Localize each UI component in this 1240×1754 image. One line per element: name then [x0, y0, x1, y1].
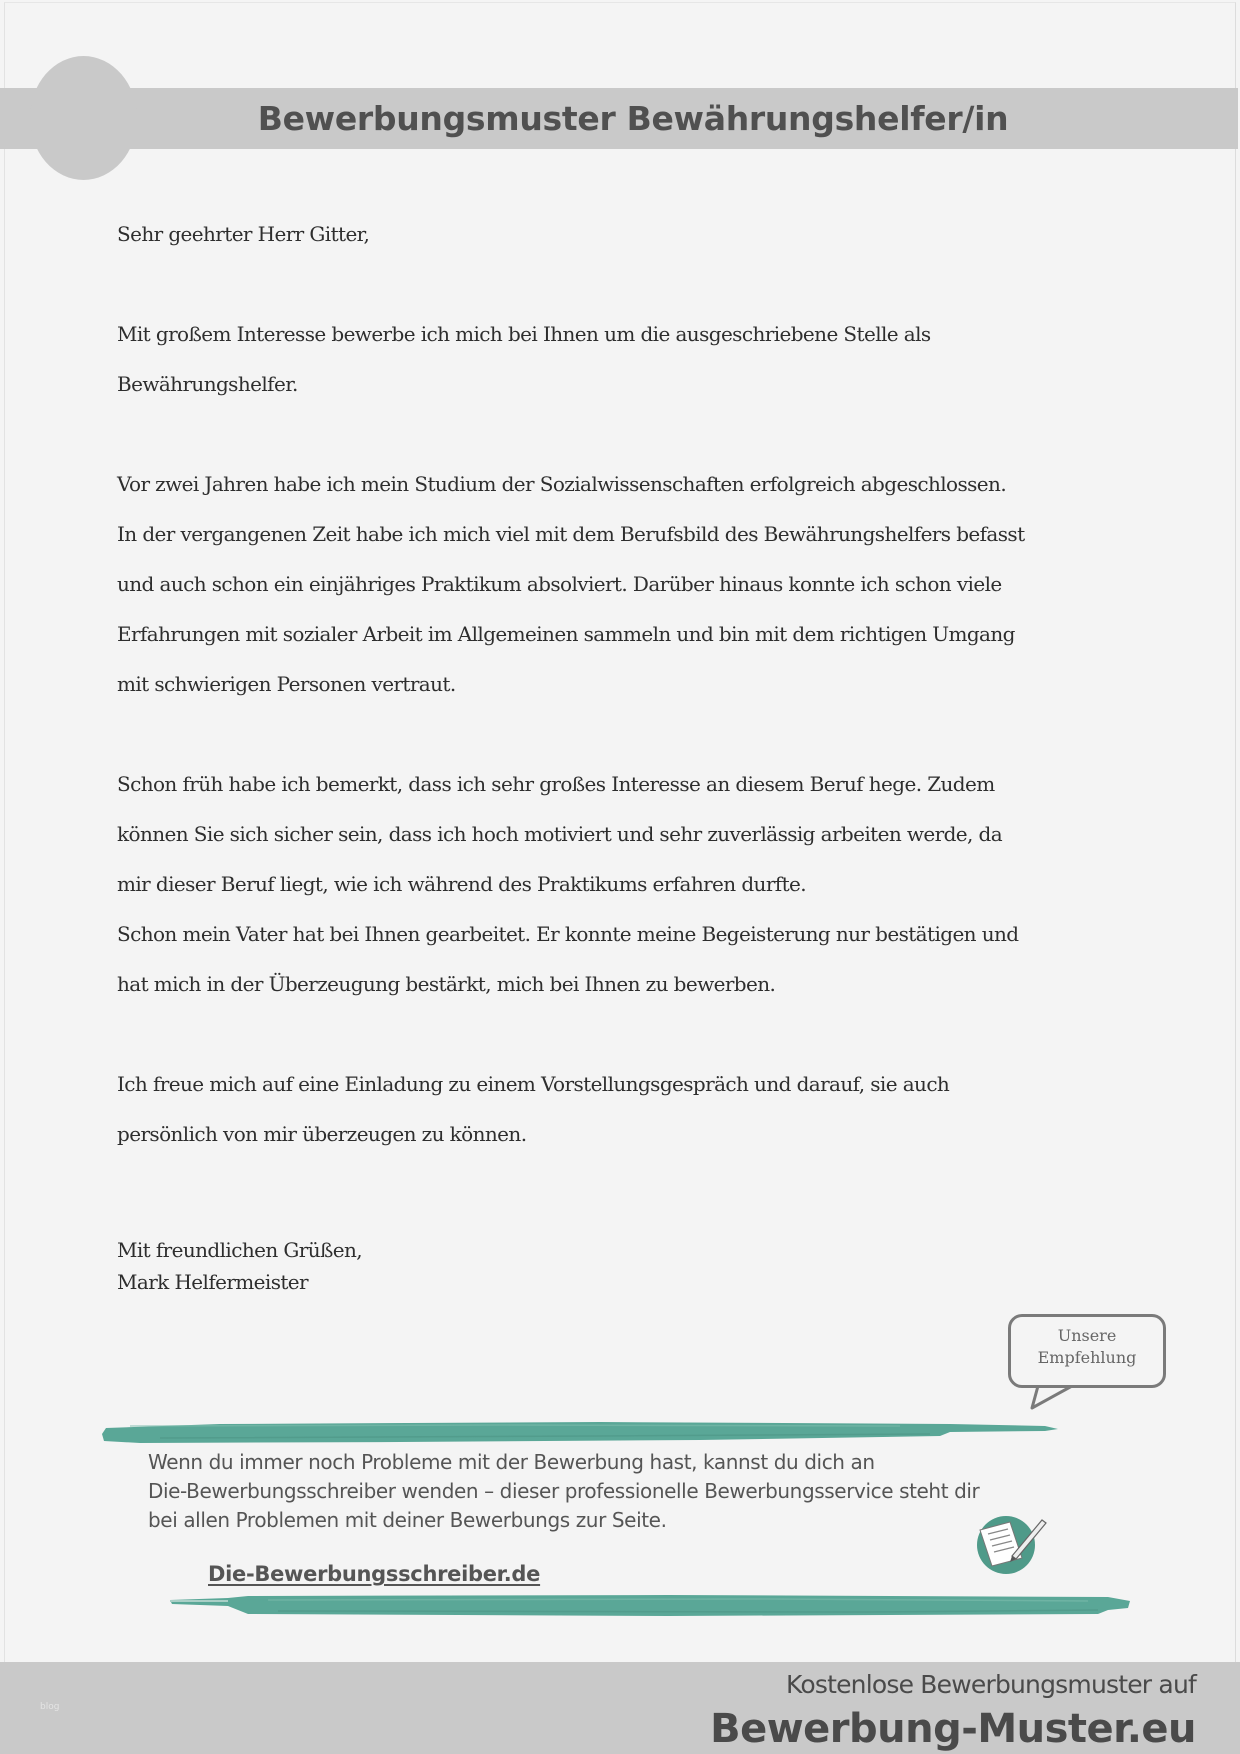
paragraph-line: können Sie sich sicher sein, dass ich hoch motiviert und sehr zuverlässig arbeiten werde, da [117, 822, 1003, 846]
salutation: Sehr geehrter Herr Gitter, [117, 222, 370, 246]
paragraph-line: Bewährungshelfer. [117, 372, 298, 396]
paragraph-2 [117, 472, 1137, 722]
paragraph-4 [117, 1072, 1137, 1172]
spacer [117, 1172, 1137, 1222]
recommendation-bubble [1008, 1314, 1166, 1388]
paragraph-line: Vor zwei Jahren habe ich mein Studium der Sozialwissenschaften erfolgreich abgeschlossen. [117, 472, 1007, 496]
paragraph-line: Mit großem Interesse bewerbe ich mich bei Ihnen um die ausgeschriebene Stelle als [117, 322, 931, 346]
document-pen-icon [970, 1512, 1054, 1574]
paragraph-line: mit schwierigen Personen vertraut. [117, 672, 456, 696]
signature: Mark Helfermeister [117, 1270, 309, 1294]
page-title-text: Bewerbungsmuster Bewährungshelfer/in [257, 99, 1009, 138]
closing: Mit freundlichen Grüßen, [117, 1238, 363, 1262]
bubble-line: Empfehlung [1037, 1348, 1137, 1367]
paragraph-line: Ich freue mich auf eine Einladung zu einem Vorstellungsgespräch und darauf, sie auch [117, 1072, 950, 1096]
paragraph-3 [117, 772, 1137, 1022]
letter-body [117, 222, 1137, 1302]
speech-bubble-tail [1028, 1384, 1088, 1414]
watermark: blog [40, 1702, 60, 1712]
recommendation-line: Die-Bewerbungsschreiber wenden – dieser professionelle Bewerbungsservice steht dir [148, 1479, 980, 1503]
paragraph-line: Schon mein Vater hat bei Ihnen gearbeitet. Er konnte meine Begeisterung nur bestätigen und [117, 922, 1019, 946]
paragraph-1 [117, 322, 1137, 422]
paragraph-line: und auch schon ein einjähriges Praktikum absolviert. Darüber hinaus konnte ich schon viele [117, 572, 1002, 596]
recommendation-text [148, 1448, 1048, 1535]
spacer [117, 272, 1137, 322]
spacer [117, 722, 1137, 772]
paragraph-line: hat mich in der Überzeugung bestärkt, mich bei Ihnen zu bewerben. [117, 972, 776, 996]
brush-stroke-top [100, 1418, 1060, 1446]
bubble-line: Unsere [1057, 1326, 1117, 1345]
paragraph-line: In der vergangenen Zeit habe ich mich viel mit dem Berufsbild des Bewährungshelfers befasst [117, 522, 1025, 546]
paragraph-line: mir dieser Beruf liegt, wie ich während des Praktikums erfahren durfte. [117, 872, 807, 896]
paragraph-line: Erfahrungen mit sozialer Arbeit im Allgemeinen sammeln und bin mit dem richtigen Umgang [117, 622, 1015, 646]
spacer [117, 422, 1137, 472]
footer-brand[interactable]: Bewerbung-Muster.eu [710, 1706, 1196, 1752]
footer-tagline: Kostenlose Bewerbungsmuster auf [786, 1670, 1196, 1699]
brush-stroke-bottom [168, 1592, 1138, 1622]
paragraph-line: persönlich von mir überzeugen zu können. [117, 1122, 527, 1146]
paragraph-line: Schon früh habe ich bemerkt, dass ich sehr großes Interesse an diesem Beruf hege. Zudem [117, 772, 995, 796]
recommendation-line: bei allen Problemen mit deiner Bewerbungs zur Seite. [148, 1508, 667, 1532]
spacer [117, 1222, 1137, 1238]
bewerbungsschreiber-link[interactable]: Die-Bewerbungsschreiber.de [208, 1562, 541, 1586]
spacer [117, 1022, 1137, 1072]
recommendation-line: Wenn du immer noch Probleme mit der Bewerbung hast, kannst du dich an [148, 1450, 875, 1474]
page-title [0, 88, 1238, 149]
